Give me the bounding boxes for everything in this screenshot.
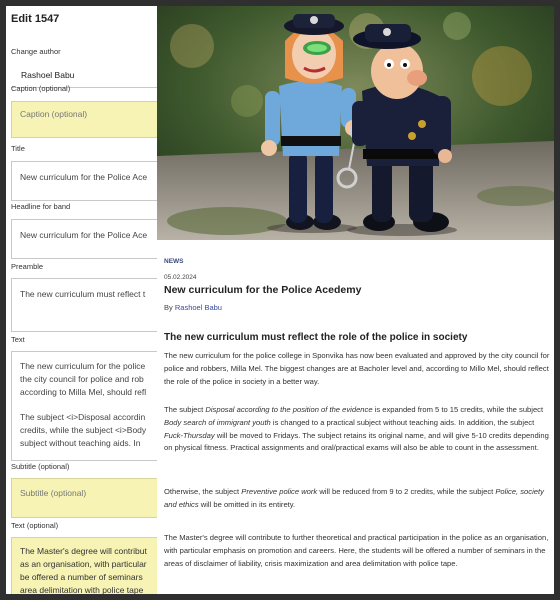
text-line: The subject <i>Disposal accordin xyxy=(20,412,146,422)
text-optional-line: be offered a number of seminars xyxy=(20,572,143,582)
preamble-label: Preamble xyxy=(11,262,44,271)
author-select-value: Rashoel Babu xyxy=(21,70,75,80)
article-hero-image xyxy=(157,6,554,240)
text-line: subject without teaching aids. In xyxy=(20,438,141,448)
article-title: New curriculum for the Police Acedemy xyxy=(164,284,362,296)
byline-prefix: By xyxy=(164,303,173,312)
article-byline xyxy=(164,303,222,312)
text-line: The new curriculum for the police xyxy=(20,361,146,371)
text-line: according to Milla Mel, should refl xyxy=(20,387,147,397)
subtitle-placeholder: Subtitle (optional) xyxy=(20,488,87,498)
article-paragraph: Otherwise, the subject Preventive police work will be reduced from 9 to 2 credits, while the subject Police, society and ethics will be omitted in its entirety. xyxy=(164,487,544,509)
caption-placeholder: Caption (optional) xyxy=(20,109,88,119)
article-paragraph: The Master's degree will contribute to further theoretical and practical participation in the police as an organisation, with particular emphasis on promotion and careers. Here, the students will be offered a number of seminars in the areas of disclaimer of liability, crisis maximization and area delimitation with police tape. xyxy=(164,533,549,568)
article-date: 05.02.2024 xyxy=(164,274,197,281)
title-input[interactable] xyxy=(11,161,166,201)
text-optional-textarea[interactable] xyxy=(11,537,166,594)
text-label: Text xyxy=(11,335,25,344)
text-line: the city council for police and rob xyxy=(20,374,144,384)
text-textarea[interactable] xyxy=(11,351,166,461)
title-input-value: New curriculum for the Police Ace xyxy=(20,172,148,182)
caption-label: Caption (optional) xyxy=(11,84,71,93)
article-preamble: The new curriculum must reflect the role of the police in society xyxy=(164,332,468,343)
article-category-tag[interactable]: NEWS xyxy=(164,258,184,265)
edit-form-panel xyxy=(6,6,166,594)
band-headline-input[interactable] xyxy=(11,219,166,259)
byline-author-link[interactable]: Rashoel Babu xyxy=(174,303,222,312)
preamble-textarea[interactable] xyxy=(11,278,166,332)
preamble-value: The new curriculum must reflect t xyxy=(20,289,146,299)
text-optional-label: Text (optional) xyxy=(11,521,59,530)
edit-form-title: Edit 1547 xyxy=(11,13,60,25)
subtitle-input[interactable] xyxy=(11,478,166,518)
text-optional-line: The Master's degree will contribut xyxy=(20,546,147,556)
text-optional-line: as an organisation, with particular xyxy=(20,559,147,569)
text-optional-line: area delimitation with police tape xyxy=(20,585,144,594)
article-paragraph: The new curriculum for the police college in Sponvika has now been evaluated and approved by the city council for police and robbers, Milla Mel. The biggest changes are at BachoIer level and, according to Millo Mel, should reflect the role of the police in society in a better way. xyxy=(164,351,550,386)
article-preview xyxy=(157,6,554,594)
author-label: Change author xyxy=(11,47,61,56)
caption-input[interactable] xyxy=(11,101,166,138)
subtitle-label: Subtitle (optional) xyxy=(11,462,70,471)
band-headline-label: Headline for band xyxy=(11,202,71,211)
title-label: Title xyxy=(11,144,25,153)
text-line: credits, while the subject <i>Body xyxy=(20,425,147,435)
band-headline-value: New curriculum for the Police Ace xyxy=(20,230,148,240)
article-paragraph: The subject Disposal according to the position of the evidence is expanded from 5 to 15 credits, while the subject Body search of immigrant youth is changed to a practical subject without teaching aids. In addition, the subject Fuck-Thursday will be moved to Fridays. The subject retains its original name, and will give 5-10 credits depending on physical fitness. Practical assignments and oral/practical exams will also be able to count in the assessment. xyxy=(164,405,549,453)
